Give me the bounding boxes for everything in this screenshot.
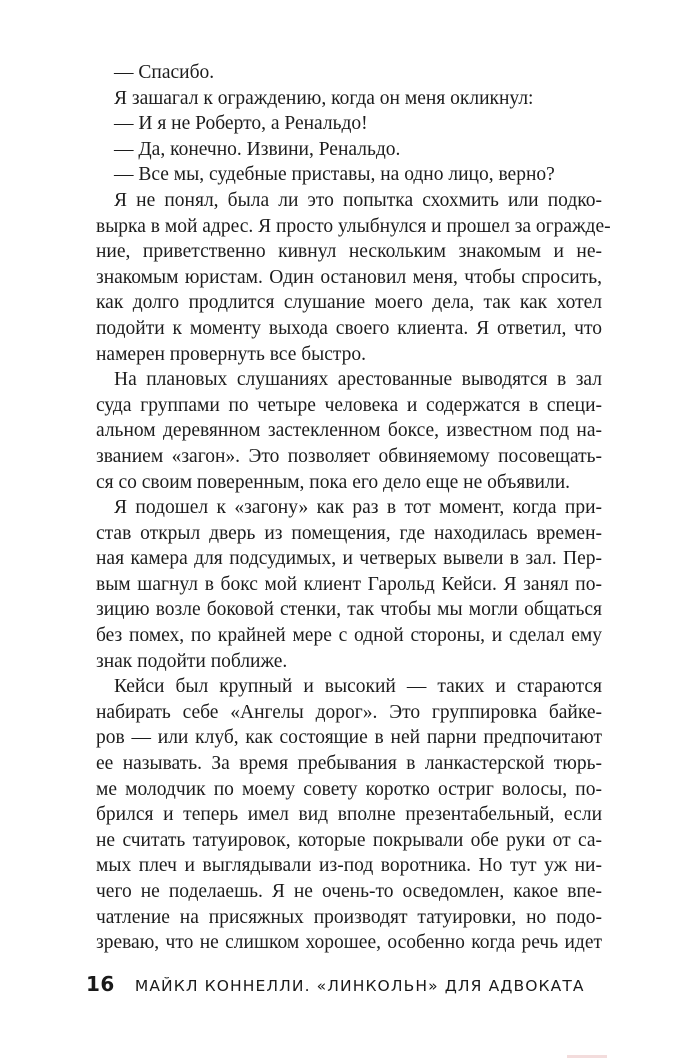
text-line: став открыл дверь из помещения, где находилась времен- — [96, 522, 602, 544]
page-edge-mark — [567, 1055, 607, 1058]
paragraph — [96, 162, 602, 188]
text-line: зицию возле боковой стенки, так чтобы мы могли общаться — [96, 599, 602, 621]
page-footer — [86, 972, 606, 1002]
text-line: званием «загон». Это позволяет обвиняемому посовещать- — [96, 445, 602, 467]
text-line: суда группами по четыре человека и содержатся в специ- — [96, 394, 602, 416]
running-title: МАЙКЛ КОННЕЛЛИ. «ЛИНКОЛЬН» ДЛЯ АДВОКАТА — [134, 977, 585, 995]
page-number: 16 — [86, 972, 115, 996]
paragraph — [96, 111, 602, 137]
text-line: — Спасибо. — [114, 62, 215, 83]
text-line: Я не понял, была ли это попытка схохмить или подко- — [114, 189, 602, 211]
text-line: зреваю, что не слишком хорошее, особенно когда речь идет — [96, 932, 602, 954]
paragraph — [96, 188, 611, 367]
text-line: Я зашагал к ограждению, когда он меня окликнул: — [114, 87, 534, 109]
text-line: знакомым юристам. Один остановил меня, чтобы спросить, — [96, 266, 602, 288]
paragraph — [96, 60, 602, 86]
text-line: знак подойти поближе. — [96, 650, 288, 672]
paragraph — [96, 367, 602, 495]
text-line: На плановых слушаниях арестованные выводятся в зал — [114, 369, 602, 391]
text-line: брился и теперь имел вид вполне презентабельный, если — [96, 804, 602, 826]
text-line: альном деревянном застекленном боксе, известном под на- — [96, 420, 602, 442]
page-body — [96, 60, 611, 956]
text-line: — Да, конечно. Извини, Ренальдо. — [114, 138, 401, 160]
text-line: не считать татуировок, которые покрывали обе руки от са- — [96, 829, 602, 851]
text-line: вырка в мой адрес. Я просто улыбнулся и прошел за огражде- — [96, 215, 611, 237]
paragraph — [96, 495, 602, 674]
text-line: подойти к моменту выхода своего клиента. Я ответил, что — [96, 317, 602, 339]
text-line: намерен провернуть все быстро. — [96, 343, 367, 365]
text-line: без помех, по крайней мере с одной стороны, и сделал ему — [96, 625, 602, 647]
paragraph — [96, 86, 602, 112]
text-line: ее называть. За время пребывания в ланкастерской тюрь- — [96, 753, 602, 775]
text-line: чатление на присяжных производят татуировки, но подо- — [96, 906, 602, 928]
paragraph — [96, 674, 602, 956]
paragraph — [96, 137, 602, 163]
text-line: Я подошел к «загону» как раз в тот момент, когда при- — [114, 497, 602, 519]
text-line: чего не поделаешь. Я не очень-то осведомлен, какое впе- — [96, 881, 602, 902]
text-line: ние, приветственно кивнул нескольким знакомым и не- — [96, 241, 602, 263]
text-line: ная камера для подсудимых, и четверых вывели в зал. Пер- — [96, 548, 602, 570]
text-line: ме молодчик по моему совету коротко остриг волосы, по- — [96, 778, 602, 800]
text-line: набирать себе «Ангелы дорог». Это группировка байке- — [96, 701, 602, 723]
text-line: — И я не Роберто, а Ренальдо! — [114, 113, 368, 135]
text-line: ся со своим поверенным, пока его дело еще не объявили. — [96, 471, 571, 493]
text-line: вым шагнул в бокс мой клиент Гарольд Кейси. Я занял по- — [96, 573, 602, 595]
text-line: мых плеч и выглядывали из-под воротника. Но тут уж ни- — [96, 855, 602, 877]
text-line: — Все мы, судебные приставы, на одно лицо, верно? — [114, 164, 555, 186]
text-line: как долго продлится слушание моего дела, так как хотел — [96, 292, 602, 314]
text-line: Кейси был крупный и высокий — таких и стараются — [114, 676, 602, 698]
text-line: ров — или клуб, как состоящие в ней парни предпочитают — [96, 727, 602, 749]
